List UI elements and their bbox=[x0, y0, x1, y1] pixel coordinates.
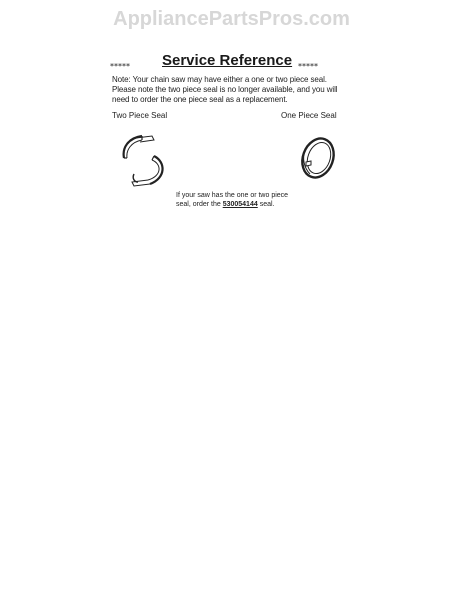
site-watermark: AppliancePartsPros.com bbox=[113, 8, 350, 30]
two-piece-seal-icon bbox=[114, 132, 174, 190]
one-piece-seal-label: One Piece Seal bbox=[281, 111, 337, 120]
order-instruction bbox=[176, 191, 296, 209]
part-number: 530054144 bbox=[222, 201, 258, 208]
page-title: Service Reference bbox=[162, 52, 293, 69]
order-text-after: seal. bbox=[259, 201, 275, 208]
one-piece-seal-icon bbox=[294, 134, 340, 182]
stars-right: ***** bbox=[298, 62, 318, 71]
order-text-before: If your saw has the one or two piece seal, order the bbox=[176, 192, 289, 208]
two-piece-seal-label: Two Piece Seal bbox=[112, 111, 168, 120]
stars-left: ***** bbox=[110, 62, 130, 71]
seal-note: Note: Your chain saw may have either a one or two piece seal. Please note the two piece seal is no longer available, and you will need to order the one piece seal as a replacement. bbox=[112, 75, 338, 104]
title-row bbox=[110, 52, 350, 74]
